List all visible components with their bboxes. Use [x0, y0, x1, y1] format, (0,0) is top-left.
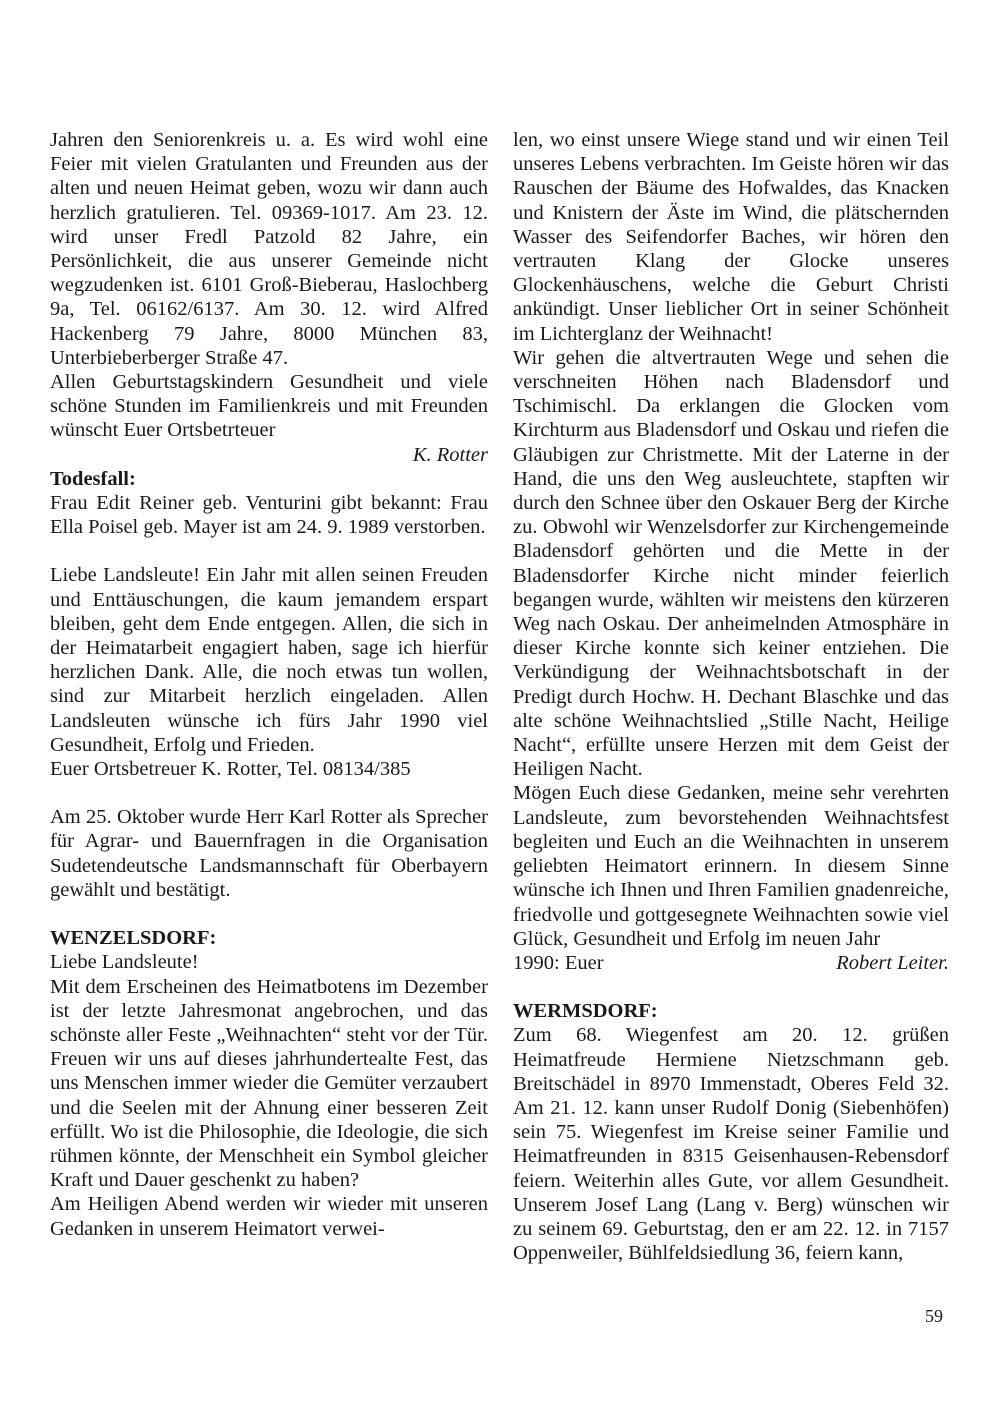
wenzelsdorf-paragraph-1: Mit dem Erscheinen des Heimatbotens im Dezember ist der letzte Jahresmonat angebrochen, und das schönste aller Feste „Weihnachten“ steht vor der Tür. Freuen wir uns auf dieses jahrhundertealte Fest, das uns Menschen immer wieder die Gemüter verzaubert und die Seelen mit der Ahnung einer besseren Zeit erfüllt. Wo ist die Philosophie, die Ideologie, die sich rühmen könnte, der Menschheit ein Symbol gleicher Kraft und Dauer geschenkt zu haben? — [50, 975, 488, 1192]
seniors-birthday-paragraph: Jahren den Seniorenkreis u. a. Es wird wohl eine Feier mit vielen Gratulanten und Freunden aus der alten und neuen Heimat geben, wozu wir dann auch herzlich gratulieren. Tel. 09369-1017. Am 23. 12. wird unser Fredl Patzold 82 Jahre, ein Persönlichkeit, die aus unserer Gemeinde nicht wegzudenken ist. 6101 Groß-Bieberau, Haslochberg 9a, Tel. 06162/6137. Am 30. 12. wird Alfred Hackenberg 79 Jahre, 8000 München 83, Unterbieberberger Straße 47. — [50, 129, 488, 369]
closing-line — [513, 951, 949, 975]
new-year-signature: Euer Ortsbetreuer K. Rotter, Tel. 08134/385 — [50, 758, 411, 781]
wermsdorf-paragraph: Zum 68. Wiegenfest am 20. 12. grüßen Heimatfreude Hermiene Nietzschmann geb. Breitschädel in 8970 Immenstadt, Oberes Feld 32. Am 21. 12. kann unser Rudolf Donig (Siebenhöfen) sein 75. Wiegenfest im Kreise seiner Familie und Heimatfreunden in 8315 Geisenhausen-Rebensdorf feiern. Weiterhin alles Gute, vor allem Gesundheit. Unserem Josef Lang (Lang v. Berg) wünschen wir zu seinem 69. Geburtstag, den er am 22. 12. in 7157 Oppenweiler, Bühlfeldsiedlung 36, feiern kann, — [513, 1024, 949, 1265]
wishes-signature: K. Rotter — [412, 443, 488, 466]
paragraph-gap — [50, 902, 488, 926]
election-paragraph: Am 25. Oktober wurde Herr Karl Rotter als Sprecher für Agrar- und Bauernfragen in die Organisation Sudetendeutsche Landsmannschaft für Oberbayern gewählt und bestätigt. — [50, 806, 488, 901]
paragraph-gap — [50, 539, 488, 563]
wenzelsdorf-paragraph-2: Am Heiligen Abend werden wir wieder mit unseren Gedanken in unserem Heimatort verwei- — [50, 1193, 488, 1240]
wishes-signature-line — [50, 443, 488, 467]
new-year-greeting-paragraph: Liebe Landsleute! Ein Jahr mit allen seinen Freuden und Enttäuschungen, die kaum jemandem erspart bleiben, geht dem Ende entgegen. Allen, die sich in der Heimatarbeit engagiert haben, sage ich hierfür herzlichen Dank. Alle, die noch etwas tun wollen, sind zur Mitarbeit herzlich eingeladen. Allen Landsleuten wünsche ich fürs Jahr 1990 viel Gesundheit, Erfolg und Frieden. — [50, 564, 488, 756]
christmas-wishes-paragraph: Mögen Euch diese Gedanken, meine sehr verehrten Landsleute, zum bevorstehenden Weihnachtsfest begleiten und Euch an die Weihnachten in unserem geliebten Heimatort erinnern. In diesem Sinne wünsche ich Ihnen und Ihren Familien gnadenreiche, friedvolle und gottgesegnete Weihnachten sowie viel Glück, Gesundheit und Erfolg im neuen Jahr — [513, 782, 949, 950]
death-notice-heading: Todesfall: — [50, 467, 136, 490]
wermsdorf-heading: WERMSDORF: — [513, 1000, 658, 1023]
right-column — [513, 128, 949, 1265]
wenzelsdorf-heading: WENZELSDORF: — [50, 927, 217, 950]
death-notice-paragraph: Frau Edit Reiner geb. Venturini gibt bekannt: Frau Ella Poisel geb. Mayer ist am 24. 9. 1989 verstorben. — [50, 492, 488, 539]
page-number: 59 — [925, 1306, 943, 1326]
christmas-memories-paragraph: len, wo einst unsere Wiege stand und wir einen Teil unseres Lebens verbrachten. Im Geiste hören wir das Rauschen der Bäume des Hofwaldes, das Knacken und Knistern der Äste im Wind, die plätschernden Wasser des Seifendorfer Baches, wir hören den vertrauten Klang der Glocke unseres Glockenhäuschens, welche die Geburt Christi ankündigt. Unser lieblicher Ort in seiner Schönheit im Lichterglanz der Weihnacht! — [513, 129, 949, 345]
birthday-wishes-paragraph: Allen Geburtstagskindern Gesundheit und viele schöne Stunden im Familienkreis und mit Freunden wünscht Euer Ortsbetrteuer — [50, 371, 488, 442]
closing-author: Robert Leiter. — [836, 951, 949, 974]
left-column — [50, 128, 488, 1241]
paragraph-gap — [50, 781, 488, 805]
christmas-mass-paragraph: Wir gehen die altvertrauten Wege und sehen die verschneiten Höhen nach Bladensdorf und Tschimischl. Da erklangen die Glocken vom Kirchturm aus Bladensdorf und Oskau und riefen die Gläubigen zur Christmette. Mit der Laterne in der Hand, die uns den Weg ausleuchtete, stapften wir durch den Schnee über den Oskauer Berg der Kirche zu. Obwohl wir Wenzelsdorfer zur Kirchengemeinde Bladensdorf gehörten und die Mette in der Bladensdorfer Kirche nicht minder feierlich begangen wurde, wählten wir meistens den kürzeren Weg nach Oskau. Der anheimelnden Atmosphäre in dieser Kirche konnte sich keiner entziehen. Die Verkündigung der Weihnachtsbotschaft in der Predigt durch Hochw. H. Dechant Blaschke und das alte schöne Weihnachtslied „Stille Nacht, Heilige Nacht“, erfüllte unsere Herzen mit dem Geist der Heiligen Nacht. — [513, 346, 949, 781]
wenzelsdorf-greeting: Liebe Landsleute! — [50, 951, 199, 974]
paragraph-gap — [513, 975, 949, 999]
closing-text: 1990: Euer — [513, 951, 604, 974]
